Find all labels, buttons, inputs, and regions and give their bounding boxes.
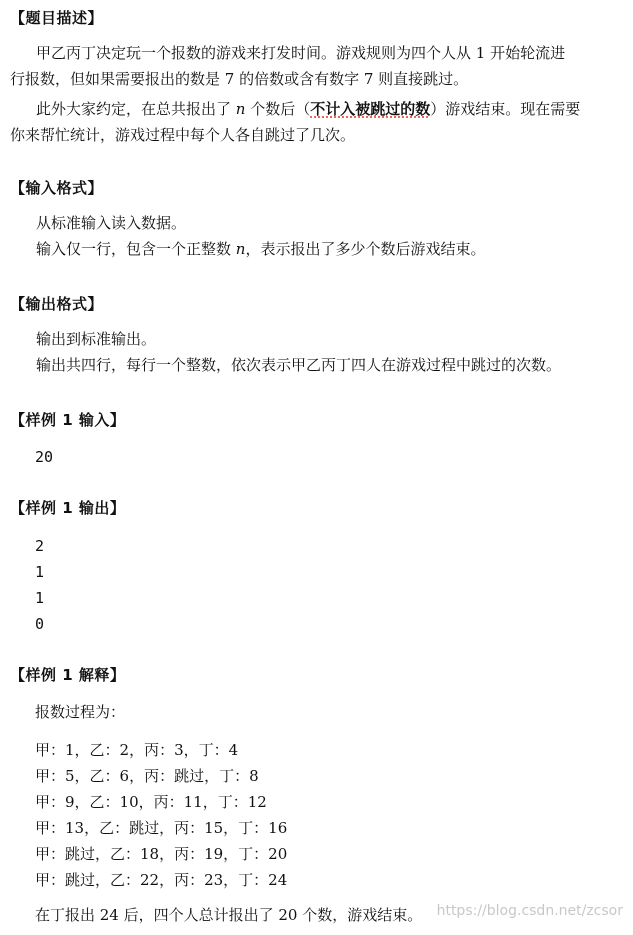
watermark: https://blog.csdn.net/zcsor	[436, 903, 623, 919]
input-format-line: 从标准输入读入数据。	[36, 214, 187, 232]
description-heading: 【题目描述】	[10, 9, 104, 27]
input-format-body	[36, 210, 485, 262]
description-line: 甲乙丙丁决定玩一个报数的游戏来打发时间。游戏规则为四个人从 1 开始轮流进	[36, 44, 566, 62]
input-format-heading: 【输入格式】	[10, 179, 104, 197]
round-line: 甲：跳过，乙：18，丙：19，丁：20	[35, 845, 288, 863]
emphasis-note: 不计入被跳过的数	[310, 100, 431, 118]
explanation-conclusion: 在丁报出 24 后，四个人总计报出了 20 个数，游戏结束。	[35, 906, 423, 924]
sample-output-line: 2	[35, 537, 45, 555]
sample-output-heading: 【样例 1 输出】	[10, 499, 126, 517]
sample-input-value: 20	[35, 448, 54, 466]
sample-output-line: 0	[35, 615, 45, 633]
round-line: 甲：5，乙：6，丙：跳过，丁：8	[35, 767, 259, 785]
description-line: 行报数，但如果需要报出的数是 7 的倍数或含有数字 7 则直接跳过。	[10, 70, 469, 88]
round-line: 甲：跳过，乙：22，丙：23，丁：24	[35, 871, 288, 889]
sample-input-heading: 【样例 1 输入】	[10, 411, 126, 429]
input-format-line: 输入仅一行，包含一个正整数 n，表示报出了多少个数后游戏结束。	[36, 240, 486, 258]
variable-n: n	[235, 100, 246, 118]
output-format-line: 输出到标准输出。	[36, 330, 157, 348]
description-paragraph-1	[10, 40, 565, 92]
output-format-body	[36, 326, 561, 378]
sample-output-line: 1	[35, 589, 45, 607]
description-line: 此外大家约定，在总共报出了 n 个数后（不计入被跳过的数）游戏结束。现在需要	[36, 100, 581, 118]
description-line: 你来帮忙统计，游戏过程中每个人各自跳过了几次。	[10, 126, 356, 144]
sample-output-line: 1	[35, 563, 45, 581]
description-paragraph-2	[10, 96, 580, 148]
explanation-heading: 【样例 1 解释】	[10, 666, 126, 684]
explanation-rounds	[35, 737, 287, 893]
sample-output-lines	[35, 533, 44, 637]
output-format-heading: 【输出格式】	[10, 295, 104, 313]
output-format-line: 输出共四行，每行一个整数，依次表示甲乙丙丁四人在游戏过程中跳过的次数。	[36, 356, 562, 374]
explanation-intro: 报数过程为：	[35, 703, 126, 721]
round-line: 甲：9，乙：10，丙：11，丁：12	[35, 793, 267, 811]
variable-n: n	[235, 240, 246, 258]
round-line: 甲：13，乙：跳过，丙：15，丁：16	[35, 819, 288, 837]
round-line: 甲：1，乙：2，丙：3，丁：4	[35, 741, 239, 759]
